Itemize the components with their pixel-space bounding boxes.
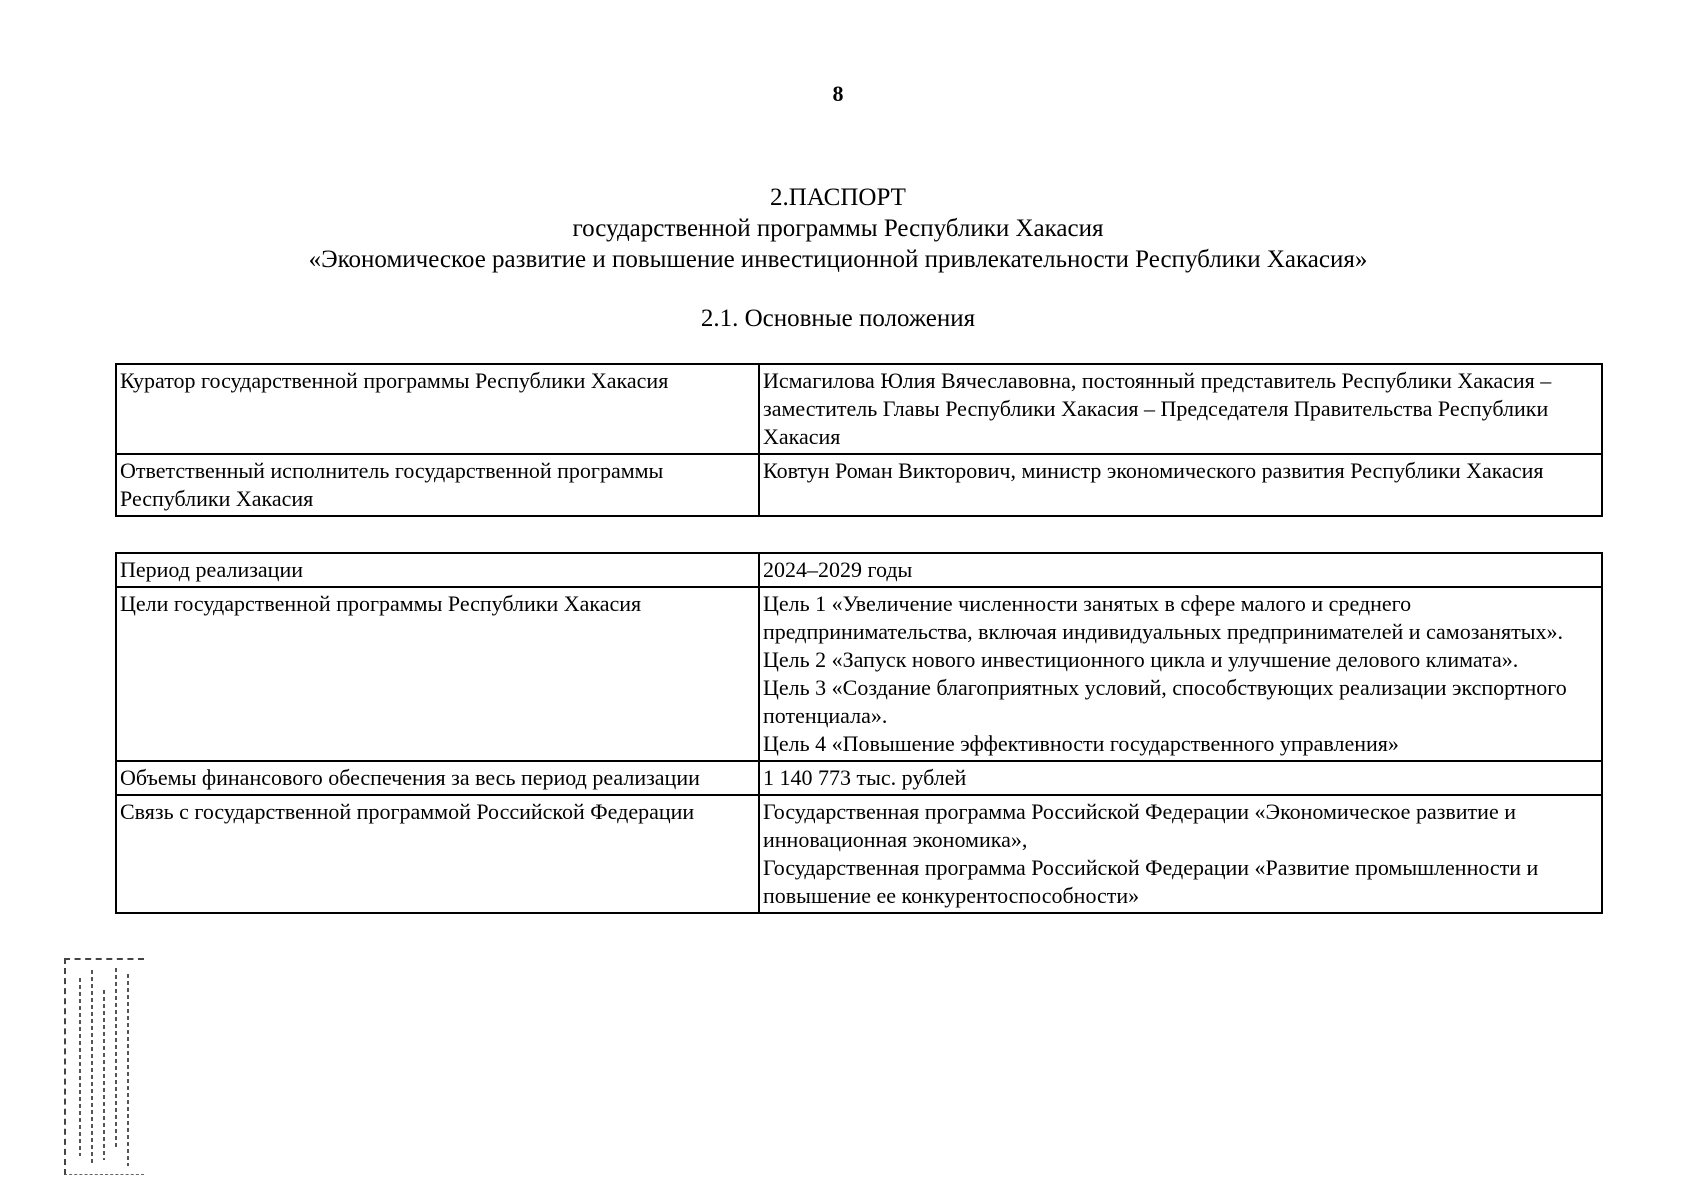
federal-program-item: Государственная программа Российской Федерации «Развитие промышленности и повышение ее конкурентоспособности»	[763, 855, 1539, 908]
federal-program-item: Государственная программа Российской Федерации «Экономическое развитие и инновационная экономика»,	[763, 799, 1516, 852]
goal-item: Цель 1 «Увеличение численности занятых в сфере малого и среднего предпринимательства, включая индивидуальных предпринимателей и самозанятых».	[763, 591, 1563, 644]
heading-program-type: государственной программы Республики Хакасия	[572, 215, 1104, 242]
row-label: Ответственный исполнитель государственной программы Республики Хакасия	[116, 454, 759, 516]
passport-table-curator	[115, 363, 1603, 517]
row-value: Ковтун Роман Викторович, министр экономического развития Республики Хакасия	[759, 454, 1602, 516]
goal-item: Цель 3 «Создание благоприятных условий, способствующих реализации экспортного потенциала».	[763, 675, 1567, 728]
heading-program-name: «Экономическое развитие и повышение инвестиционной привлекательности Республики Хакасия»	[308, 246, 1368, 273]
row-value	[759, 795, 1602, 913]
table-row-period	[116, 553, 1602, 587]
goal-item: Цель 4 «Повышение эффективности государственного управления»	[763, 731, 1399, 756]
row-label: Куратор государственной программы Республики Хакасия	[116, 364, 759, 454]
row-label: Цели государственной программы Республики Хакасия	[116, 587, 759, 761]
section-title: 2.1. Основные положения	[700, 305, 976, 332]
table-row-federal-link	[116, 795, 1602, 913]
row-label: Объемы финансового обеспечения за весь период реализации	[116, 761, 759, 795]
table-row-goals	[116, 587, 1602, 761]
goal-item: Цель 2 «Запуск нового инвестиционного цикла и улучшение делового климата».	[763, 647, 1519, 672]
document-heading	[0, 182, 1676, 275]
table-row-funding	[116, 761, 1602, 795]
registration-stamp	[64, 958, 144, 1175]
row-value: Исмагилова Юлия Вячеславовна, постоянный представитель Республики Хакасия – заместитель Главы Республики Хакасия – Председателя Правительства Республики Хакасия	[759, 364, 1602, 454]
row-label: Период реализации	[116, 553, 759, 587]
page-number: 8	[832, 81, 844, 106]
row-value: 2024–2029 годы	[759, 553, 1602, 587]
row-value	[759, 587, 1602, 761]
heading-title: 2.ПАСПОРТ	[770, 184, 906, 211]
row-value: 1 140 773 тыс. рублей	[759, 761, 1602, 795]
passport-table-main	[115, 552, 1603, 914]
table-row-responsible-executor	[116, 454, 1602, 516]
table-row-curator	[116, 364, 1602, 454]
stamp-illegible-text-icon	[66, 960, 144, 1174]
row-label: Связь с государственной программой Российской Федерации	[116, 795, 759, 913]
